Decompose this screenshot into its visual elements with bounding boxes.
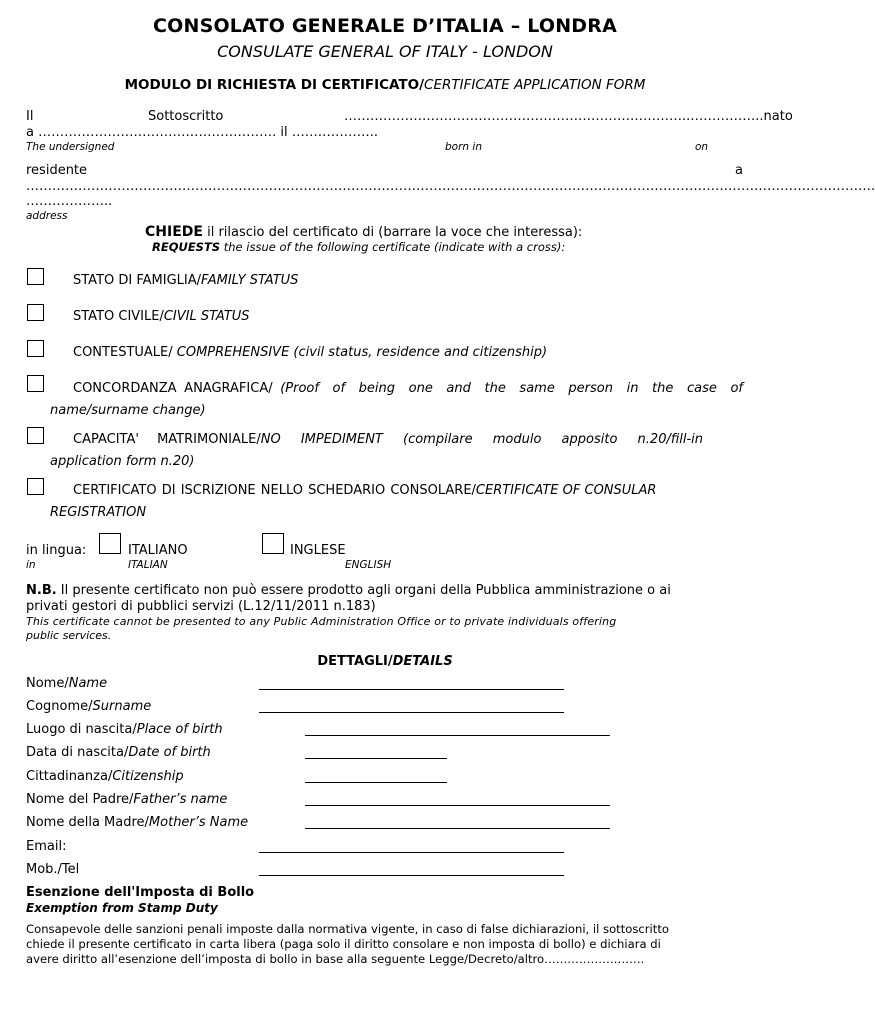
- option-label-en: CIVIL STATUS: [163, 309, 250, 324]
- chiede-line: [145, 224, 582, 240]
- option-label-it: CONCORDANZA ANAGRAFICA/: [73, 381, 281, 396]
- nb-text-it-2: privati gestori di pubblici servizi (L.12/11/2011 n.183): [26, 599, 376, 614]
- requests-label: REQUESTS: [152, 240, 221, 254]
- nb-text-en-1: This certificate cannot be presented to any Public Administration Office or to private individuals offering: [26, 615, 617, 628]
- checkbox-consular-registration[interactable]: [27, 478, 44, 495]
- label-it: Cognome/: [26, 699, 93, 714]
- label-en: Father’s name: [133, 792, 228, 807]
- label-it: Nome/: [26, 676, 69, 691]
- exemption-text-3[interactable]: avere diritto all’esenzione dell’imposta di bollo in base alla seguente Legge/Decreto/altro……………………..: [26, 952, 645, 966]
- label-en: Place of birth: [136, 722, 223, 737]
- nb-line-1: [26, 583, 671, 598]
- field-label-father-name: [26, 792, 227, 807]
- form-title: [0, 77, 770, 93]
- label-en: Surname: [92, 699, 152, 714]
- residente-label: residente: [26, 163, 88, 178]
- option-label-it: STATO CIVILE/: [73, 309, 164, 324]
- checkbox-no-impediment[interactable]: [27, 427, 44, 444]
- exemption-title: Esenzione dell'Imposta di Bollo: [26, 885, 255, 900]
- name-dots-field[interactable]: ……………………………………………………………………..……………..nato: [344, 109, 793, 124]
- sottoscritto-label: Sottoscritto: [148, 109, 224, 124]
- birth-place-date-line[interactable]: a ………………………………………………. il ………………..: [26, 125, 378, 140]
- label-it: Data di nascita/: [26, 745, 129, 760]
- name-input-line[interactable]: [259, 689, 564, 690]
- details-title-it: DETTAGLI/: [317, 654, 393, 669]
- field-label-citizenship: [26, 769, 184, 784]
- label-en: Date of birth: [128, 745, 211, 760]
- checkbox-civil-status[interactable]: [27, 304, 44, 321]
- option-concordanza-cont: name/surname change): [50, 403, 206, 418]
- option-civil-status: [73, 309, 250, 324]
- a-label: a: [735, 163, 743, 178]
- father-name-input-line[interactable]: [305, 805, 610, 806]
- field-label-place-of-birth: [26, 722, 223, 737]
- field-label-name: [26, 676, 107, 691]
- label-it: Luogo di nascita/: [26, 722, 137, 737]
- field-label-email: Email:: [26, 839, 67, 854]
- exemption-title-en: Exemption from Stamp Duty: [26, 901, 218, 915]
- chiede-text: il rilascio del certificato di (barrare la voce che interessa):: [202, 225, 583, 240]
- il-label: Il: [26, 109, 34, 124]
- address-dots-field-2[interactable]: ………………..: [26, 194, 113, 209]
- requests-text: the issue of the following certificate (indicate with a cross):: [220, 240, 566, 254]
- field-label-date-of-birth: [26, 745, 211, 760]
- option-label-en: COMPREHENSIVE (civil status, residence and citizenship): [176, 345, 548, 360]
- label-en: Name: [68, 676, 108, 691]
- label-en: Mother’s Name: [148, 815, 249, 830]
- label-it: Nome del Padre/: [26, 792, 134, 807]
- checkbox-italiano[interactable]: [99, 533, 121, 554]
- email-input-line[interactable]: [259, 852, 564, 853]
- option-consular-registration-cont: REGISTRATION: [50, 505, 147, 520]
- on-label: on: [695, 141, 709, 153]
- label-it: Cittadinanza/: [26, 769, 113, 784]
- option-label-it: CERTIFICATO DI ISCRIZIONE NELLO SCHEDARIO CONSOLARE/: [73, 483, 476, 498]
- option-no-impediment-cont: application form n.20): [50, 454, 195, 469]
- option-no-impediment: [73, 432, 703, 447]
- option-label-en: (Proof of being one and the same person in the case of: [280, 381, 743, 396]
- exemption-text-1: Consapevole delle sanzioni penali imposte dalla normativa vigente, in caso di false dichiarazioni, il sottoscritto: [26, 922, 669, 936]
- consulate-title: CONSOLATO GENERALE D’ITALIA – LONDRA: [152, 15, 618, 37]
- born-in-label: born in: [445, 141, 482, 153]
- chiede-label: CHIEDE: [145, 224, 203, 240]
- label-it: Nome della Madre/: [26, 815, 149, 830]
- inglese-label: INGLESE: [290, 543, 346, 558]
- option-label-it: STATO DI FAMIGLIA/: [73, 273, 202, 288]
- checkbox-inglese[interactable]: [262, 533, 284, 554]
- mother-name-input-line[interactable]: [305, 828, 610, 829]
- label-en: Citizenship: [112, 769, 184, 784]
- nb-label: N.B.: [26, 583, 57, 598]
- date-of-birth-input-line[interactable]: [305, 758, 447, 759]
- consulate-subtitle: CONSULATE GENERAL OF ITALY - LONDON: [217, 42, 553, 61]
- field-label-surname: [26, 699, 151, 714]
- form-title-it: MODULO DI RICHIESTA DI CERTIFICATO/: [124, 77, 425, 93]
- place-of-birth-input-line[interactable]: [305, 735, 610, 736]
- checkbox-concordanza[interactable]: [27, 375, 44, 392]
- option-label-it: CONTESTUALE/: [73, 345, 177, 360]
- option-family-status: [73, 273, 298, 288]
- italian-label: ITALIAN: [128, 559, 168, 571]
- undersigned-label: The undersigned: [26, 141, 115, 153]
- option-comprehensive: [73, 345, 547, 360]
- nb-text-it-1: Il presente certificato non può essere prodotto agli organi della Pubblica amministrazione o ai: [56, 583, 671, 598]
- option-consular-registration: [73, 483, 656, 498]
- option-label-en: CERTIFICATE OF CONSULAR: [475, 483, 657, 498]
- nb-text-en-2: public services.: [26, 629, 112, 642]
- surname-input-line[interactable]: [259, 712, 564, 713]
- language-label-en: in: [26, 559, 36, 571]
- exemption-text-2: chiede il presente certificato in carta libera (paga solo il diritto consolare e non imposta di bollo) e dichiara di: [26, 937, 661, 951]
- checkbox-family-status[interactable]: [27, 268, 44, 285]
- citizenship-input-line[interactable]: [305, 782, 447, 783]
- option-label-en: FAMILY STATUS: [201, 273, 299, 288]
- phone-input-line[interactable]: [259, 875, 564, 876]
- italiano-label: ITALIANO: [128, 543, 188, 558]
- language-label: in lingua:: [26, 543, 87, 558]
- option-label-it: CAPACITA' MATRIMONIALE/: [73, 432, 261, 447]
- option-concordanza: [73, 381, 743, 396]
- option-label-en: NO IMPEDIMENT (compilare modulo apposito n.20/fill-in: [260, 432, 704, 447]
- details-title: [0, 654, 770, 669]
- checkbox-comprehensive[interactable]: [27, 340, 44, 357]
- field-label-mother-name: [26, 815, 248, 830]
- requests-line: [152, 240, 565, 254]
- details-title-en: DETAILS: [392, 654, 453, 669]
- address-dots-field[interactable]: …………………………………………………………………………………………………………………………………………………………………………….: [26, 179, 875, 194]
- field-label-phone: Mob./Tel: [26, 862, 80, 877]
- address-label: address: [26, 210, 68, 222]
- form-title-en: CERTIFICATE APPLICATION FORM: [424, 77, 646, 93]
- english-label: ENGLISH: [345, 559, 392, 571]
